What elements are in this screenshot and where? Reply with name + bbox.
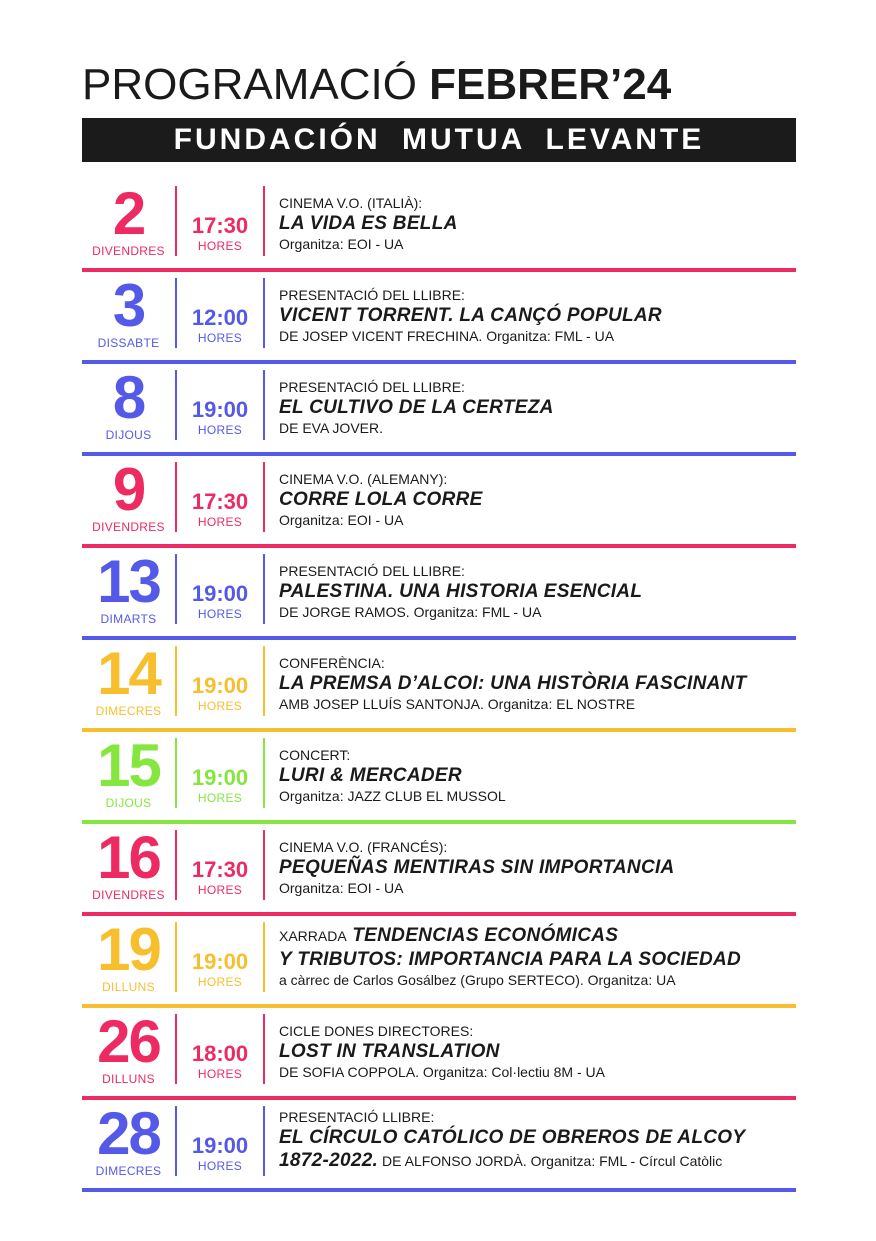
event-date [82,180,175,258]
event-date [82,824,175,902]
event-row [82,826,796,918]
event-organizer: DE SOFIA COPPOLA. Organitza: Col·lectiu 8M - UA [279,1064,605,1080]
weekday-label: DISSABTE [97,336,160,350]
hours-label: HORES [197,791,243,805]
event-info [279,746,796,805]
time-value: 19:00 [191,949,249,974]
event-row [82,918,796,1010]
divider-line [82,1004,796,1008]
event-organizer: AMB JOSEP LLUÍS SANTONJA. Organitza: EL NOSTRE [279,696,636,712]
time-value: 19:00 [191,1133,249,1158]
day-number: 8 [112,364,145,431]
hours-label: HORES [197,515,243,529]
hours-label: HORES [197,423,243,437]
event-organizer: DE EVA JOVER. [279,420,383,436]
event-info [279,286,796,345]
hours-label: HORES [197,1067,243,1081]
event-organizer: DE JORGE RAMOS. Organitza: FML - UA [279,604,542,620]
event-category: PRESENTACIÓ LLIBRE: [279,1109,435,1125]
separator-line [263,830,265,900]
event-row [82,1102,796,1194]
event-title-line2 [279,1149,796,1173]
separator-line [263,922,265,992]
event-title-line1: TENDENCIAS ECONÓMICAS [352,925,619,946]
event-date [82,640,175,718]
weekday-label: DIMARTS [100,612,157,626]
hours-label: HORES [197,239,243,253]
event-info [279,562,796,621]
day-number: 19 [97,916,160,983]
separator-line [263,462,265,532]
event-info [279,1108,796,1173]
divider-line [82,912,796,916]
divider-line [82,636,796,640]
event-title: VICENT TORRENT. LA CANÇÓ POPULAR [279,305,662,326]
event-info [279,838,796,897]
day-number: 15 [97,732,160,799]
divider-line [82,820,796,824]
event-category: CONFERÈNCIA: [279,655,385,671]
weekday-label: DIMECRES [95,1164,162,1178]
event-info [279,654,796,713]
event-date [82,272,175,350]
event-info [279,470,796,529]
separator-line [263,646,265,716]
event-time [177,1134,263,1173]
event-list [82,182,796,1194]
event-info [279,1022,796,1081]
event-category: PRESENTACIÓ DEL LLIBRE: [279,563,465,579]
weekday-label: DILLUNS [102,1072,155,1086]
event-time [177,858,263,897]
event-organizer: DE JOSEP VICENT FRECHINA. Organitza: FML - UA [279,328,615,344]
event-time [177,306,263,345]
separator-line [263,1014,265,1084]
time-value: 18:00 [191,1041,249,1066]
event-time [177,214,263,253]
day-number: 14 [97,640,160,707]
event-title: LURI & MERCADER [279,765,462,786]
event-time [177,1042,263,1081]
day-number: 13 [97,548,160,615]
title-programacio: PROGRAMACIÓ [82,60,417,109]
event-category: PRESENTACIÓ DEL LLIBRE: [279,379,465,395]
weekday-label: DIVENDRES [92,888,165,902]
event-time [177,398,263,437]
event-row [82,1010,796,1102]
event-title: LA VIDA ES BELLA [279,213,458,234]
event-row [82,550,796,642]
event-category: PRESENTACIÓ DEL LLIBRE: [279,287,465,303]
event-row [82,182,796,274]
time-value: 17:30 [191,213,249,238]
hours-label: HORES [197,1159,243,1173]
event-title: EL CÍRCULO CATÓLICO DE OBREROS DE ALCOY [279,1127,746,1148]
time-value: 17:30 [191,857,249,882]
time-value: 19:00 [191,765,249,790]
divider-line [82,1188,796,1192]
weekday-label: DIJOUS [105,796,152,810]
event-organizer: Organitza: JAZZ CLUB EL MUSSOL [279,788,506,804]
weekday-label: DIMECRES [95,704,162,718]
separator-line [263,738,265,808]
event-title: CORRE LOLA CORRE [279,489,483,510]
event-category: XARRADA [279,928,347,944]
event-date [82,1100,175,1178]
event-organizer: Organitza: EOI - UA [279,236,404,252]
event-category: CONCERT: [279,747,351,763]
event-info [279,924,796,989]
event-category: CICLE DONES DIRECTORES: [279,1023,474,1039]
divider-line [82,728,796,732]
hours-label: HORES [197,975,243,989]
day-number: 26 [97,1008,160,1075]
event-category: CINEMA V.O. (ALEMANY): [279,471,448,487]
event-title: PALESTINA. UNA HISTORIA ESENCIAL [279,581,643,602]
event-time [177,766,263,805]
separator-line [263,186,265,256]
event-date [82,548,175,626]
divider-line [82,544,796,548]
separator-line [263,278,265,348]
event-date [82,732,175,810]
event-time [177,950,263,989]
day-number: 28 [97,1100,160,1167]
separator-line [263,554,265,624]
event-info [279,378,796,437]
weekday-label: DIVENDRES [92,244,165,258]
event-organizer: DE ALFONSO JORDÀ. Organitza: FML - Círcul Catòlic [378,1153,723,1169]
event-row [82,274,796,366]
weekday-label: DILLUNS [102,980,155,994]
event-row [82,642,796,734]
event-row [82,734,796,826]
event-row [82,458,796,550]
event-date [82,364,175,442]
page-title [82,58,796,112]
time-value: 17:30 [191,489,249,514]
event-title: EL CULTIVO DE LA CERTEZA [279,397,554,418]
separator-line [263,370,265,440]
title-month: FEBRER’24 [429,60,672,109]
divider-line [82,1096,796,1100]
event-title: PEQUEÑAS MENTIRAS SIN IMPORTANCIA [279,857,675,878]
day-number: 9 [112,456,145,523]
event-category: CINEMA V.O. (FRANCÉS): [279,839,448,855]
hours-label: HORES [197,883,243,897]
weekday-label: DIJOUS [105,428,152,442]
event-organizer: Organitza: EOI - UA [279,512,404,528]
event-title: LA PREMSA D’ALCOI: UNA HISTÒRIA FASCINANT [279,673,747,694]
event-date [82,1008,175,1086]
hours-label: HORES [197,607,243,621]
hours-label: HORES [197,699,243,713]
event-time [177,582,263,621]
time-value: 19:00 [191,397,249,422]
separator-line [263,1106,265,1176]
time-value: 19:00 [191,673,249,698]
event-title-line2: Y TRIBUTOS: IMPORTANCIA PARA LA SOCIEDAD [279,949,742,970]
hours-label: HORES [197,331,243,345]
event-date [82,456,175,534]
organization-banner: FUNDACIÓN MUTUA LEVANTE [82,118,796,162]
day-number: 2 [112,180,145,247]
event-title: LOST IN TRANSLATION [279,1041,500,1062]
event-row [82,366,796,458]
event-info [279,194,796,253]
event-date [82,916,175,994]
divider-line [82,452,796,456]
weekday-label: DIVENDRES [92,520,165,534]
header [82,58,796,162]
event-category: CINEMA V.O. (ITALIÀ): [279,195,423,211]
event-title-line2-text: 1872-2022. [279,1150,379,1171]
divider-line [82,268,796,272]
event-title [279,924,796,948]
day-number: 16 [97,824,160,891]
time-value: 19:00 [191,581,249,606]
divider-line [82,360,796,364]
day-number: 3 [112,272,145,339]
event-time [177,490,263,529]
time-value: 12:00 [191,305,249,330]
event-organizer: Organitza: EOI - UA [279,880,404,896]
event-time [177,674,263,713]
event-organizer: a càrrec de Carlos Gosálbez (Grupo SERTECO). Organitza: UA [279,972,676,988]
